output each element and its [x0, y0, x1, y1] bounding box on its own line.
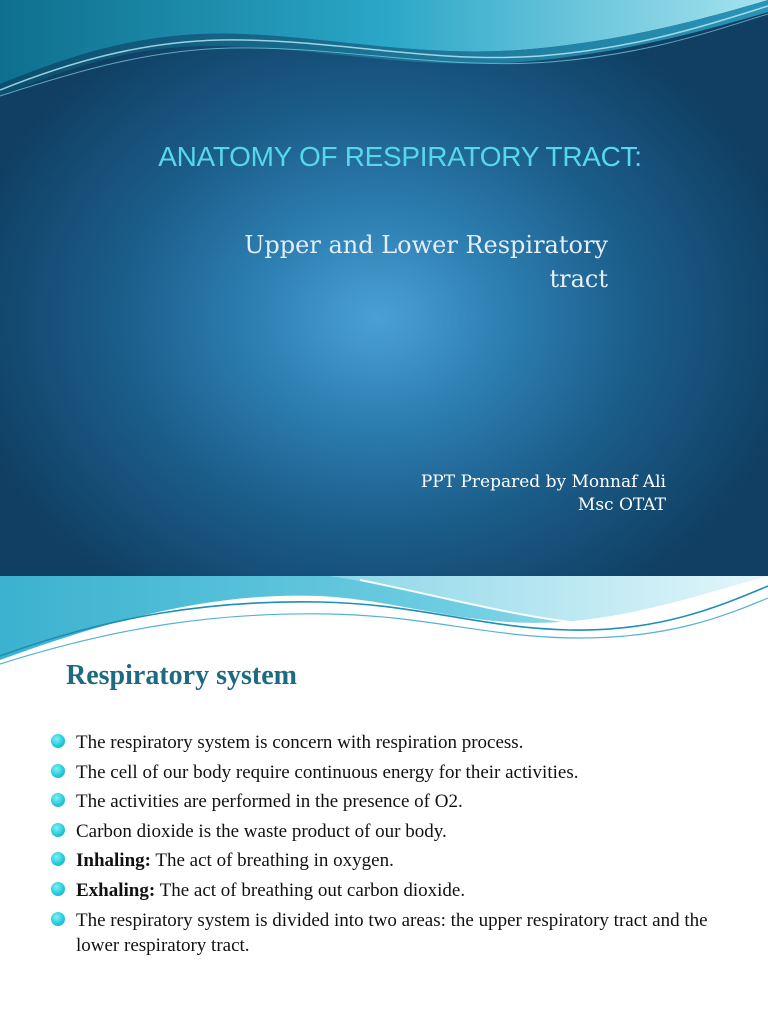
author-line-2: Msc OTAT — [577, 495, 666, 515]
bullet-icon — [51, 912, 65, 926]
bullet-item — [0, 848, 768, 873]
bullet-icon — [51, 882, 65, 896]
bullet-icon — [51, 852, 65, 866]
bullet-icon — [51, 823, 65, 837]
bullet-text: The act of breathing in oxygen. — [150, 850, 394, 872]
content-slide — [0, 576, 768, 1024]
bullet-term: Inhaling: — [76, 850, 151, 872]
author-credit — [266, 471, 666, 517]
bullet-icon — [51, 793, 65, 807]
bullet-text: Carbon dioxide is the waste product of our body. — [76, 820, 447, 842]
bullet-text: The cell of our body require continuous energy for their activities. — [76, 761, 579, 783]
subtitle-line-1: Upper and Lower Respiratory — [244, 231, 608, 259]
bullet-icon — [51, 764, 65, 778]
bullet-term: Exhaling: — [76, 879, 156, 901]
slide-subtitle — [88, 228, 608, 296]
content-wave-decoration — [0, 576, 768, 666]
bullet-item — [0, 730, 768, 755]
bullet-item — [0, 878, 768, 903]
bullet-item — [0, 819, 768, 844]
bullet-text: The respiratory system is concern with respiration process. — [76, 732, 524, 753]
bullet-icon — [51, 734, 65, 748]
bullet-text: The act of breathing out carbon dioxide. — [155, 879, 466, 901]
header-wave-decoration — [0, 0, 768, 100]
bullet-text: The activities are performed in the presence of O2. — [76, 791, 463, 813]
bullet-text: The respiratory system is divided into two areas: the upper respiratory tract and the lower respiratory tract. — [76, 909, 708, 956]
author-line-1: PPT Prepared by Monnaf Ali — [420, 472, 666, 492]
bullet-item — [0, 908, 768, 958]
section-title: Respiratory system — [66, 660, 297, 691]
slide-title: ANATOMY OF RESPIRATORY TRACT: — [158, 141, 642, 172]
bullet-list — [0, 730, 768, 962]
bullet-item — [0, 789, 768, 814]
subtitle-line-2: tract — [549, 265, 608, 293]
bullet-item — [0, 760, 768, 785]
